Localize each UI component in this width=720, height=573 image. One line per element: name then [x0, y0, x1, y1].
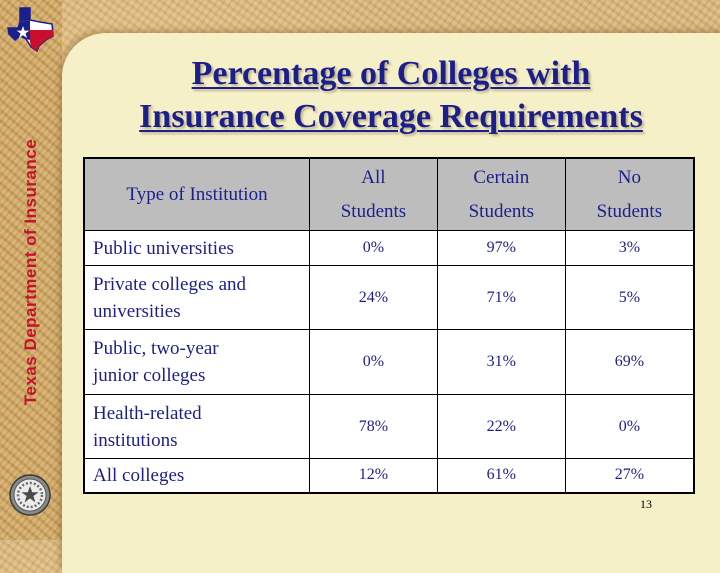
cell-no: 5%: [565, 266, 694, 330]
cell-no: 0%: [565, 395, 694, 459]
cell-all: 24%: [310, 266, 438, 330]
header-no-students: No Students: [565, 158, 694, 231]
cell-all: 0%: [310, 231, 438, 266]
cell-certain: 22%: [437, 395, 565, 459]
table-row: [84, 266, 694, 330]
cell-type: Private colleges and universities: [84, 266, 310, 330]
sidebar-label: Texas Department of Insurance: [21, 138, 40, 406]
cell-all: 12%: [310, 459, 438, 493]
cell-all: 0%: [310, 330, 438, 395]
cell-no: 3%: [565, 231, 694, 266]
cell-type: All colleges: [84, 459, 310, 493]
table-row: [84, 395, 694, 459]
cell-certain: 97%: [437, 231, 565, 266]
cell-type: Health-related institutions: [84, 395, 310, 459]
coverage-table: [83, 157, 695, 494]
header-type-of-institution: Type of Institution: [84, 158, 310, 231]
page-number: 13: [640, 497, 652, 511]
texas-flag-map-icon: [6, 6, 58, 52]
cell-no: 27%: [565, 459, 694, 493]
cell-certain: 61%: [437, 459, 565, 493]
header-certain-students: Certain Students: [437, 158, 565, 231]
cell-certain: 31%: [437, 330, 565, 395]
texas-seal-icon: [9, 474, 51, 516]
cell-type: Public, two-year junior colleges: [84, 330, 310, 395]
cell-no: 69%: [565, 330, 694, 395]
title-line-1: Percentage of Colleges with: [191, 55, 591, 92]
slide-title: [62, 52, 720, 138]
title-line-2: Insurance Coverage Requirements: [139, 98, 643, 135]
header-all-students: All Students: [310, 158, 438, 231]
cell-certain: 71%: [437, 266, 565, 330]
table-row: [84, 330, 694, 395]
cell-all: 78%: [310, 395, 438, 459]
table-row: [84, 231, 694, 266]
table-header-row: [84, 158, 694, 231]
cell-type: Public universities: [84, 231, 310, 266]
table-row: [84, 459, 694, 493]
